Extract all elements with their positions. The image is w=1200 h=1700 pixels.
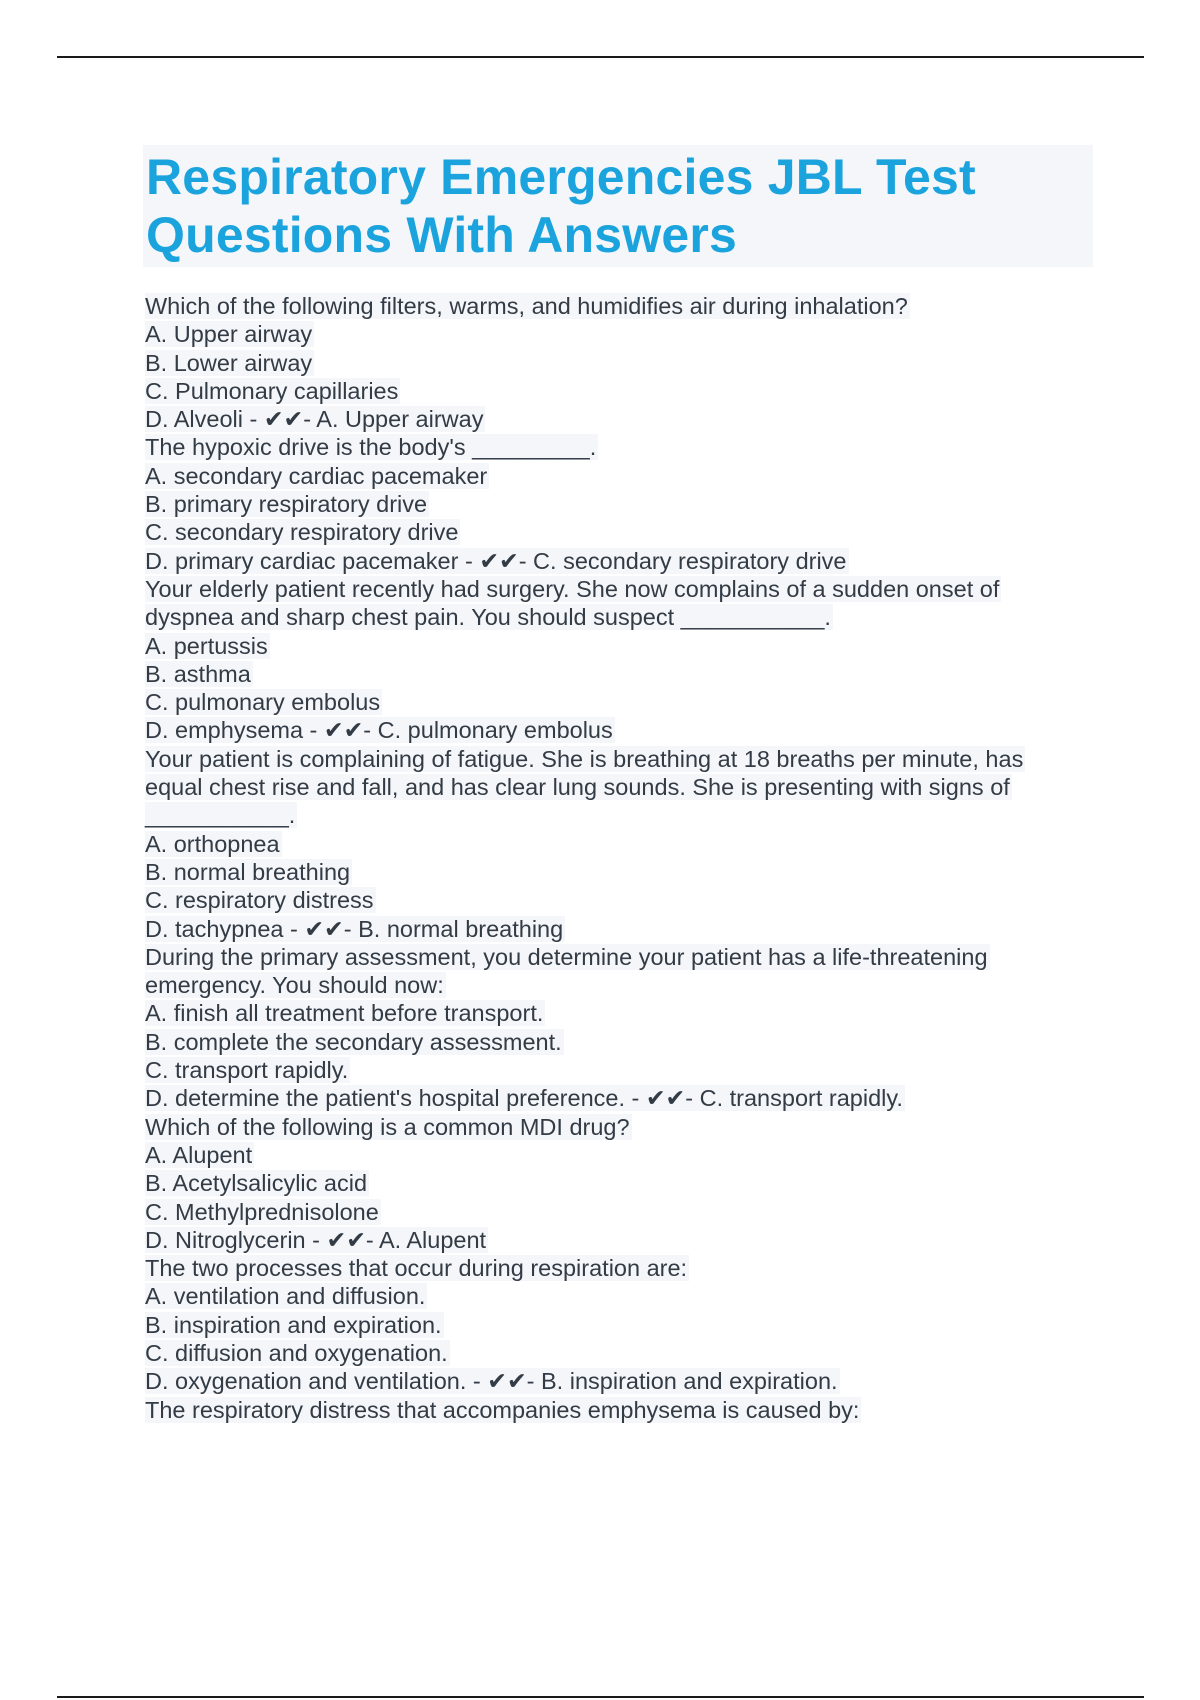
text-line: Your elderly patient recently had surgery. She now complains of a sudden onset of [145, 575, 1000, 602]
top-rule [57, 56, 1144, 58]
answer-line: D. emphysema - ✔✔- C. pulmonary embolus [145, 717, 613, 744]
text-line: A. orthopnea [145, 830, 280, 857]
text-line: C. transport rapidly. [145, 1057, 349, 1084]
text-line: C. secondary respiratory drive [145, 519, 459, 546]
text-line: C. respiratory distress [145, 887, 374, 914]
text-line: B. complete the secondary assessment. [145, 1028, 562, 1055]
text-line: Which of the following filters, warms, and humidifies air during inhalation? [145, 293, 908, 319]
text-line: Your patient is complaining of fatigue. She is breathing at 18 breaths per minute, has [145, 745, 1024, 772]
document-title [146, 148, 1086, 264]
title-line-2: Questions With Answers [146, 207, 738, 263]
text-line: B. normal breathing [145, 858, 351, 885]
bottom-rule [57, 1696, 1144, 1698]
answer-line: D. oxygenation and ventilation. - ✔✔- B. inspiration and expiration. [145, 1368, 838, 1395]
answer-line: D. determine the patient's hospital preference. - ✔✔- C. transport rapidly. [145, 1085, 903, 1112]
text-line: A. finish all treatment before transport. [145, 1000, 544, 1027]
text-line: A. secondary cardiac pacemaker [145, 462, 488, 489]
answer-line: D. Nitroglycerin - ✔✔- A. Alupent [145, 1226, 487, 1253]
text-line: C. diffusion and oxygenation. [145, 1339, 448, 1366]
text-line: Which of the following is a common MDI drug? [145, 1113, 630, 1140]
text-line: A. ventilation and diffusion. [145, 1283, 426, 1310]
text-line: B. Acetylsalicylic acid [145, 1170, 368, 1197]
text-line: B. primary respiratory drive [145, 491, 428, 518]
text-line: B. inspiration and expiration. [145, 1311, 442, 1338]
title-line-1: Respiratory Emergencies JBL Test [146, 149, 976, 205]
text-line: C. Methylprednisolone [145, 1198, 379, 1225]
text-line: C. Pulmonary capillaries [145, 377, 399, 404]
text-line: B. Lower airway [145, 349, 313, 376]
text-line: equal chest rise and fall, and has clear lung sounds. She is presenting with signs of [145, 774, 1010, 801]
question-list [145, 292, 1075, 1424]
text-line: A. Alupent [145, 1141, 253, 1168]
text-line: A. Upper airway [145, 321, 313, 348]
text-line: During the primary assessment, you determine your patient has a life-threatening [145, 943, 988, 970]
text-line: The hypoxic drive is the body's _________. [145, 434, 597, 461]
text-line: ___________. [145, 802, 296, 829]
text-line: The respiratory distress that accompanies emphysema is caused by: [145, 1396, 860, 1423]
text-line: dyspnea and sharp chest pain. You should suspect ___________. [145, 604, 831, 631]
text-line: A. pertussis [145, 632, 268, 659]
text-line: C. pulmonary embolus [145, 689, 381, 716]
text-line: emergency. You should now: [145, 972, 444, 999]
answer-line: D. Alveoli - ✔✔- A. Upper airway [145, 406, 484, 433]
answer-line: D. primary cardiac pacemaker - ✔✔- C. secondary respiratory drive [145, 547, 847, 574]
text-line: B. asthma [145, 660, 251, 687]
answer-line: D. tachypnea - ✔✔- B. normal breathing [145, 915, 564, 942]
text-line: The two processes that occur during respiration are: [145, 1255, 688, 1282]
